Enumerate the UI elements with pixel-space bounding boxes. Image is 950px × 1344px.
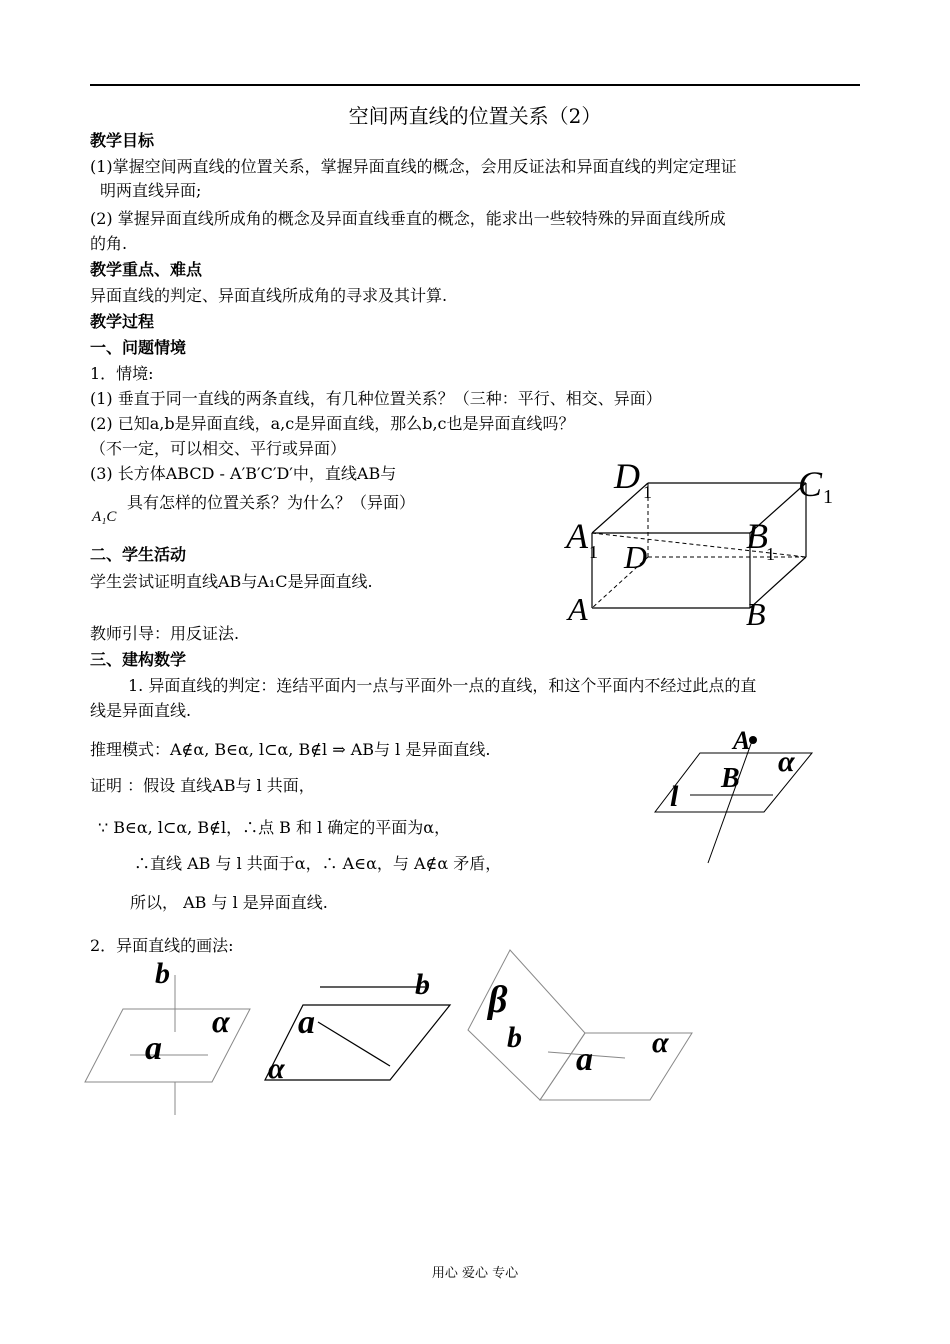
teacher-guide: 教师引导：用反证法. [90, 624, 240, 643]
label-D: D [624, 539, 648, 575]
label-B1-sub: 1 [766, 544, 775, 564]
fig3-label-alpha: α [652, 1026, 669, 1059]
label-B1: B [746, 516, 768, 556]
page-title: 空间两直线的位置关系（2） [348, 104, 602, 128]
plane-label-alpha: α [778, 745, 795, 778]
question-3-line2: 具有怎样的位置关系？为什么？（异面） [127, 493, 416, 512]
reasoning-pattern: 推理模式：A∉α, B∈α, l⊂α, B∉l ⇒ AB与 l 是异面直线. [90, 740, 491, 759]
proof-line2: ∵ B∈α, l⊂α, B∉l，∴点 B 和 l 确定的平面为α， [98, 818, 451, 837]
plane-label-A: A [733, 726, 751, 755]
process-heading: 教学过程 [90, 312, 155, 331]
plane-label-l: l [670, 780, 679, 813]
keypoints-text: 异面直线的判定、异面直线所成角的寻求及其计算. [90, 286, 448, 305]
label-A1: A [566, 516, 588, 556]
proof-line1: 证明 ：假设 直线AB与 l 共面， [90, 776, 315, 795]
fig1-label-a: a [145, 1030, 162, 1067]
fig1-label-b: b [155, 957, 170, 990]
question-1: (1) 垂直于同一直线的两条直线，有几种位置关系？（三种：平行、相交、异面） [90, 389, 662, 408]
fig2-label-alpha: α [268, 1052, 285, 1085]
question-3-prefix: A₁C [92, 509, 117, 525]
question-2: (2) 已知a,b是异面直线，a,c是异面直线，那么b,c也是异面直线吗？ [90, 414, 575, 433]
fig3-label-b: b [507, 1021, 522, 1054]
proof-line3: ∴直线 AB 与 l 共面于α，∴ A∈α，与 A∉α 矛盾， [134, 854, 502, 873]
fig2-label-b: b [415, 968, 430, 1001]
objective-2-line2: 的角. [90, 234, 128, 253]
student-activity: 学生尝试证明直线AB与A₁C是异面直线. [90, 572, 373, 591]
section3-heading: 三、建构数学 [90, 650, 187, 669]
label-A: A [568, 591, 588, 627]
section2-heading: 二、学生活动 [90, 545, 187, 564]
question-2-answer: （不一定，可以相交、平行或异面） [90, 439, 347, 458]
label-A1-sub: 1 [589, 542, 598, 562]
question-3-line1: (3) 长方体ABCD - A′B′C′D′中，直线AB与 [90, 464, 397, 483]
fig3-label-beta: β [488, 979, 508, 1021]
objectives-heading: 教学目标 [90, 131, 155, 150]
label-D1: D [614, 456, 640, 496]
fig1-label-alpha: α [212, 1003, 230, 1039]
objective-2-line1: (2) 掌握异面直线所成角的概念及异面直线垂直的概念，能求出一些较特殊的异面直线所成 [90, 209, 726, 228]
objective-1-line1: (1)掌握空间两直线的位置关系，掌握异面直线的概念，会用反证法和异面直线的判定定理证 [90, 157, 737, 176]
fig3-label-a: a [576, 1041, 593, 1078]
plane-label-B: B [721, 763, 740, 794]
keypoints-heading: 教学重点、难点 [90, 260, 203, 279]
label-C1-sub: 1 [823, 486, 833, 508]
theorem-line1: 1. 异面直线的判定：连结平面内一点与平面外一点的直线，和这个平面内不经过此点的直 [128, 676, 757, 695]
fig2-label-a: a [298, 1004, 315, 1041]
objective-1-line2: 明两直线异面; [100, 181, 202, 200]
proof-line4: 所以， AB 与 l 是异面直线. [130, 893, 328, 912]
label-D1-sub: 1 [643, 482, 652, 502]
label-B: B [746, 596, 766, 632]
label-C1: C [798, 464, 823, 504]
drawing-heading: 2．异面直线的画法: [90, 936, 234, 955]
theorem-line2: 线是异面直线. [90, 701, 192, 720]
section1-heading: 一、问题情境 [90, 338, 187, 357]
page-footer: 用心 爱心 专心 [431, 1266, 519, 1281]
situation-label: 1．情境: [90, 364, 154, 383]
